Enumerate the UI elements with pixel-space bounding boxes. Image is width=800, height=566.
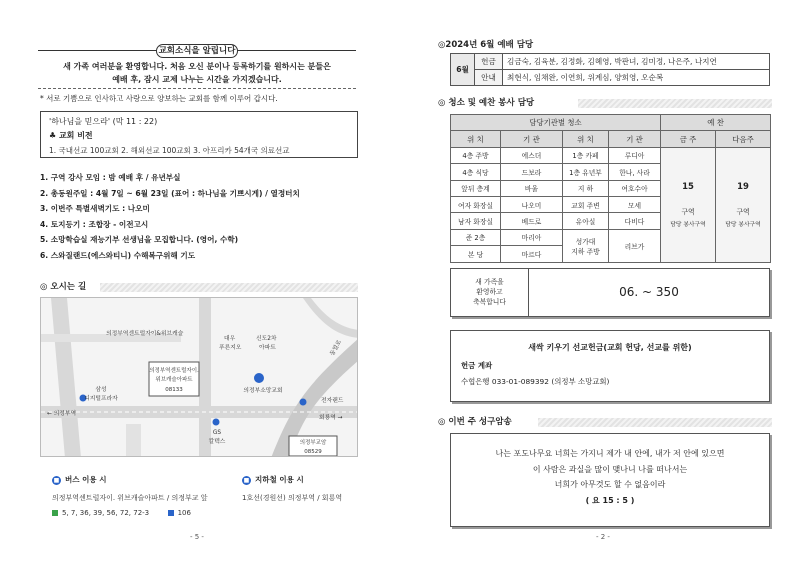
page-number-right: - 2 - (596, 533, 610, 541)
column-header: 금 주 (661, 131, 716, 147)
verse-header (438, 415, 772, 429)
yechan-group-header: 예 찬 (661, 115, 771, 131)
verse-line: 나는 포도나무요 너희는 가지니 제가 내 안에, 내가 저 안에 있으면 (495, 449, 725, 458)
mission-offering-box (450, 330, 770, 402)
new-family-label-line: 새 가족을 (475, 278, 504, 286)
cell-line: 지하 주방 (571, 247, 600, 256)
green-bus-routes: 5, 7, 36, 39, 56, 72, 72-3 (62, 509, 150, 517)
worship-table (450, 53, 770, 86)
column-header: 다음주 (716, 131, 771, 147)
vision-motto: '하나님을 믿으라' (막 11 : 22) (49, 117, 158, 126)
bus-numbers (52, 509, 191, 517)
map-label-gs: GS (212, 430, 222, 436)
new-family-label (451, 269, 529, 316)
right-page (400, 0, 800, 566)
verse-reference: ( 요 15 : 5 ) (585, 495, 635, 505)
bus-info-title (52, 474, 106, 485)
map-label-right-arrow: 회룡역 → (319, 415, 343, 421)
table-cell: 모세 (609, 196, 661, 212)
cleaning-title: ◎ 청소 및 예찬 봉사 담당 (438, 96, 540, 108)
worship-title: ◎2024년 6월 예배 담당 (438, 40, 534, 50)
table-row (451, 147, 771, 163)
mission-title: 새싹 키우기 선교헌금(교회 헌당, 선교를 위한) (528, 343, 692, 352)
vision-items: 1. 국내선교 100교회 2. 해외선교 100교회 3. 아프리카 54개국 의료선교 (49, 146, 290, 155)
table-cell: 다비다 (609, 213, 661, 229)
table-cell: 교회 주변 (563, 196, 609, 212)
vision-box (40, 111, 358, 158)
map-label-left-arrow: ← 의정부역 (47, 411, 77, 417)
map-drawing (41, 298, 358, 457)
table-cell: 본 당 (451, 246, 501, 262)
welcome-divider (38, 88, 356, 89)
directions-title: ◎ 오시는 길 (40, 280, 92, 292)
new-family-box (450, 268, 770, 317)
news-list (40, 170, 300, 264)
map-box-apt-line-3: 08133 (165, 387, 183, 393)
bus-stop-icon (300, 399, 307, 406)
worship-month: 6월 (451, 54, 475, 86)
table-cell: 여자 화장실 (451, 196, 501, 212)
map-road-south (126, 424, 141, 457)
table-cell: 리브가 (609, 229, 661, 262)
table-cell: 4층 주방 (451, 147, 501, 163)
column-header: 위 치 (563, 131, 609, 147)
map-box-apt-line-2: 위브캐슬아파트 (155, 377, 193, 383)
table-cell: 나오미 (501, 196, 563, 212)
column-header: 기 관 (501, 131, 563, 147)
table-cell: 앞뒤 층계 (451, 180, 501, 196)
table-cell: 마르다 (501, 246, 563, 262)
map-label-sindong-2: 아파트 (259, 345, 276, 351)
news-item: 5. 소망학습실 재능기부 선생님을 모집합니다. (영어, 수학) (40, 235, 239, 245)
news-item: 4. 토지등기 : 조합장 - 이전고시 (40, 219, 149, 229)
table-cell: 지 하 (563, 180, 609, 196)
account-label: 헌금 계좌 (461, 361, 493, 370)
bus-icon: ■ (53, 476, 60, 484)
this-week-zone: 구역 (681, 207, 695, 216)
map-label-daewoo-2: 푸른지오 (219, 345, 242, 351)
directions-header (40, 280, 358, 294)
table-cell: 1층 카페 (563, 147, 609, 163)
worship-names: 최현식, 임채완, 이연희, 위계심, 양희영, 오순복 (503, 70, 770, 86)
map-label-gs-2: 칼텍스 (208, 439, 226, 445)
table-cell: 준 2층 (451, 229, 501, 245)
map-box-stop-line-2: 08529 (304, 449, 322, 455)
map-road-ne (303, 298, 358, 338)
table-header-row (451, 115, 771, 131)
map-label-sindong: 신도2차 (256, 336, 277, 342)
table-cell (563, 229, 609, 262)
next-week-zone: 구역 (736, 207, 750, 216)
map-label-road: 동일로 (329, 339, 344, 357)
map-label-apt: 의정부역센트럴자이&위브캐슬 (106, 331, 184, 337)
next-week-number: 19 (737, 181, 749, 192)
welcome-message (38, 60, 356, 86)
cleaning-table (450, 114, 771, 263)
bus-title: 버스 이용 시 (65, 475, 107, 484)
table-cell: 한나, 사라 (609, 164, 661, 180)
table-cell: 에스더 (501, 147, 563, 163)
subway-line: 1호선(경원선) 의정부역 / 회룡역 (242, 494, 343, 502)
verse-line: 너희가 아무것도 할 수 없음이라 (554, 480, 666, 489)
new-family-value: 06. ~ 350 (619, 285, 679, 299)
page-number-left: - 5 - (190, 533, 204, 541)
column-header: 위 치 (451, 131, 501, 147)
welcome-line-2: 예배 후, 잠시 교제 나누는 시간을 가지겠습니다. (112, 75, 282, 84)
cleaning-header (438, 96, 772, 110)
subway-icon: ■ (243, 476, 250, 484)
this-week-cell (661, 147, 716, 262)
cleaning-header-bar (578, 99, 772, 108)
table-cell: 4층 식당 (451, 164, 501, 180)
subway-info-title (242, 474, 304, 485)
news-item: 1. 구역 강사 모임 : 밤 예배 후 / 유년부실 (40, 173, 181, 182)
directions-header-bar (100, 283, 358, 292)
table-cell: 루디아 (609, 147, 661, 163)
location-map (40, 297, 358, 457)
next-week-desc: 담당 봉사구역 (725, 221, 761, 228)
column-header: 기 관 (609, 131, 661, 147)
worship-names: 김금숙, 김육분, 김정화, 김혜영, 박판녀, 김미정, 나은주, 나지연 (503, 54, 770, 70)
table-cell: 1층 유년부 (563, 164, 609, 180)
map-label-daewoo: 대우 (224, 336, 236, 342)
church-marker-icon (254, 373, 264, 383)
map-label-samsung-2: 디지털프라자 (84, 396, 118, 402)
new-family-label-line: 축복합니다 (473, 298, 506, 306)
this-week-desc: 담당 봉사구역 (670, 221, 706, 228)
table-cell: 남자 화장실 (451, 213, 501, 229)
next-week-cell (716, 147, 771, 262)
blue-bus-icon (168, 510, 174, 516)
table-cell: 마리아 (501, 229, 563, 245)
news-item: 3. 이번주 특별새벽기도 : 나오미 (40, 204, 150, 214)
blue-bus-routes: 106 (177, 509, 191, 517)
table-cell: 바울 (501, 180, 563, 196)
table-cell: 유아실 (563, 213, 609, 229)
map-box-stop-line-1: 의정부교암 (299, 440, 327, 446)
map-label-electronics: 전자랜드 (321, 398, 344, 404)
map-box-apt-line-1: 의정부역센트럴자이. (149, 368, 199, 374)
cell-line: 성가대 (575, 237, 596, 246)
table-cell: 드보라 (501, 164, 563, 180)
news-header (38, 44, 356, 58)
map-road-center (199, 298, 211, 457)
verse-line: 이 사람은 과실을 많이 맺나니 나를 떠나서는 (532, 464, 688, 474)
new-family-label-line: 환영하고 (476, 288, 503, 296)
table-row (451, 54, 770, 70)
table-row (451, 70, 770, 86)
clean-group-header: 담당기관별 청소 (451, 115, 661, 131)
subway-title: 지하철 이용 시 (255, 475, 304, 484)
worship-role: 헌금 (475, 54, 503, 70)
news-title: 교회소식을 알립니다 (156, 44, 238, 58)
table-header-row (451, 131, 771, 147)
table-cell: 베드로 (501, 213, 563, 229)
map-label-samsung: 삼성 (95, 387, 107, 393)
verse-header-bar (538, 418, 772, 427)
account-number: 수협은행 033-01-089392 (의정부 소망교회) (461, 377, 610, 386)
news-item: 6. 스와질랜드(에스와티니) 수해복구위해 기도 (40, 250, 196, 260)
map-label-church: 의정부소망교회 (243, 388, 283, 394)
green-bus-icon (52, 510, 58, 516)
bus-stop-name: 의정부역센트럴자이. 위브캐슬아파트 / 의정부교 앞 (52, 494, 208, 502)
bus-stop-icon (213, 419, 220, 426)
vision-heading: ♣ 교회 비전 (49, 131, 93, 140)
worship-role: 안내 (475, 70, 503, 86)
news-item: 2. 총동원주일 : 4월 7일 ~ 6월 23일 (표어 : 하나님을 기쁘시게) / 열정터치 (40, 188, 300, 198)
welcome-line-1: 새 가족 여러분을 환영합니다. 처음 오신 분이나 등록하기를 원하시는 분들은 (63, 62, 331, 71)
verse-title: ◎ 이번 주 성구암송 (438, 415, 518, 427)
table-cell: 여호수아 (609, 180, 661, 196)
this-week-number: 15 (682, 181, 694, 192)
map-road-left (51, 298, 81, 457)
greeting-note: * 서로 기쁨으로 인사하고 사랑으로 양보하는 교회를 함께 이루어 갑시다. (40, 94, 278, 103)
verse-box (450, 433, 770, 527)
